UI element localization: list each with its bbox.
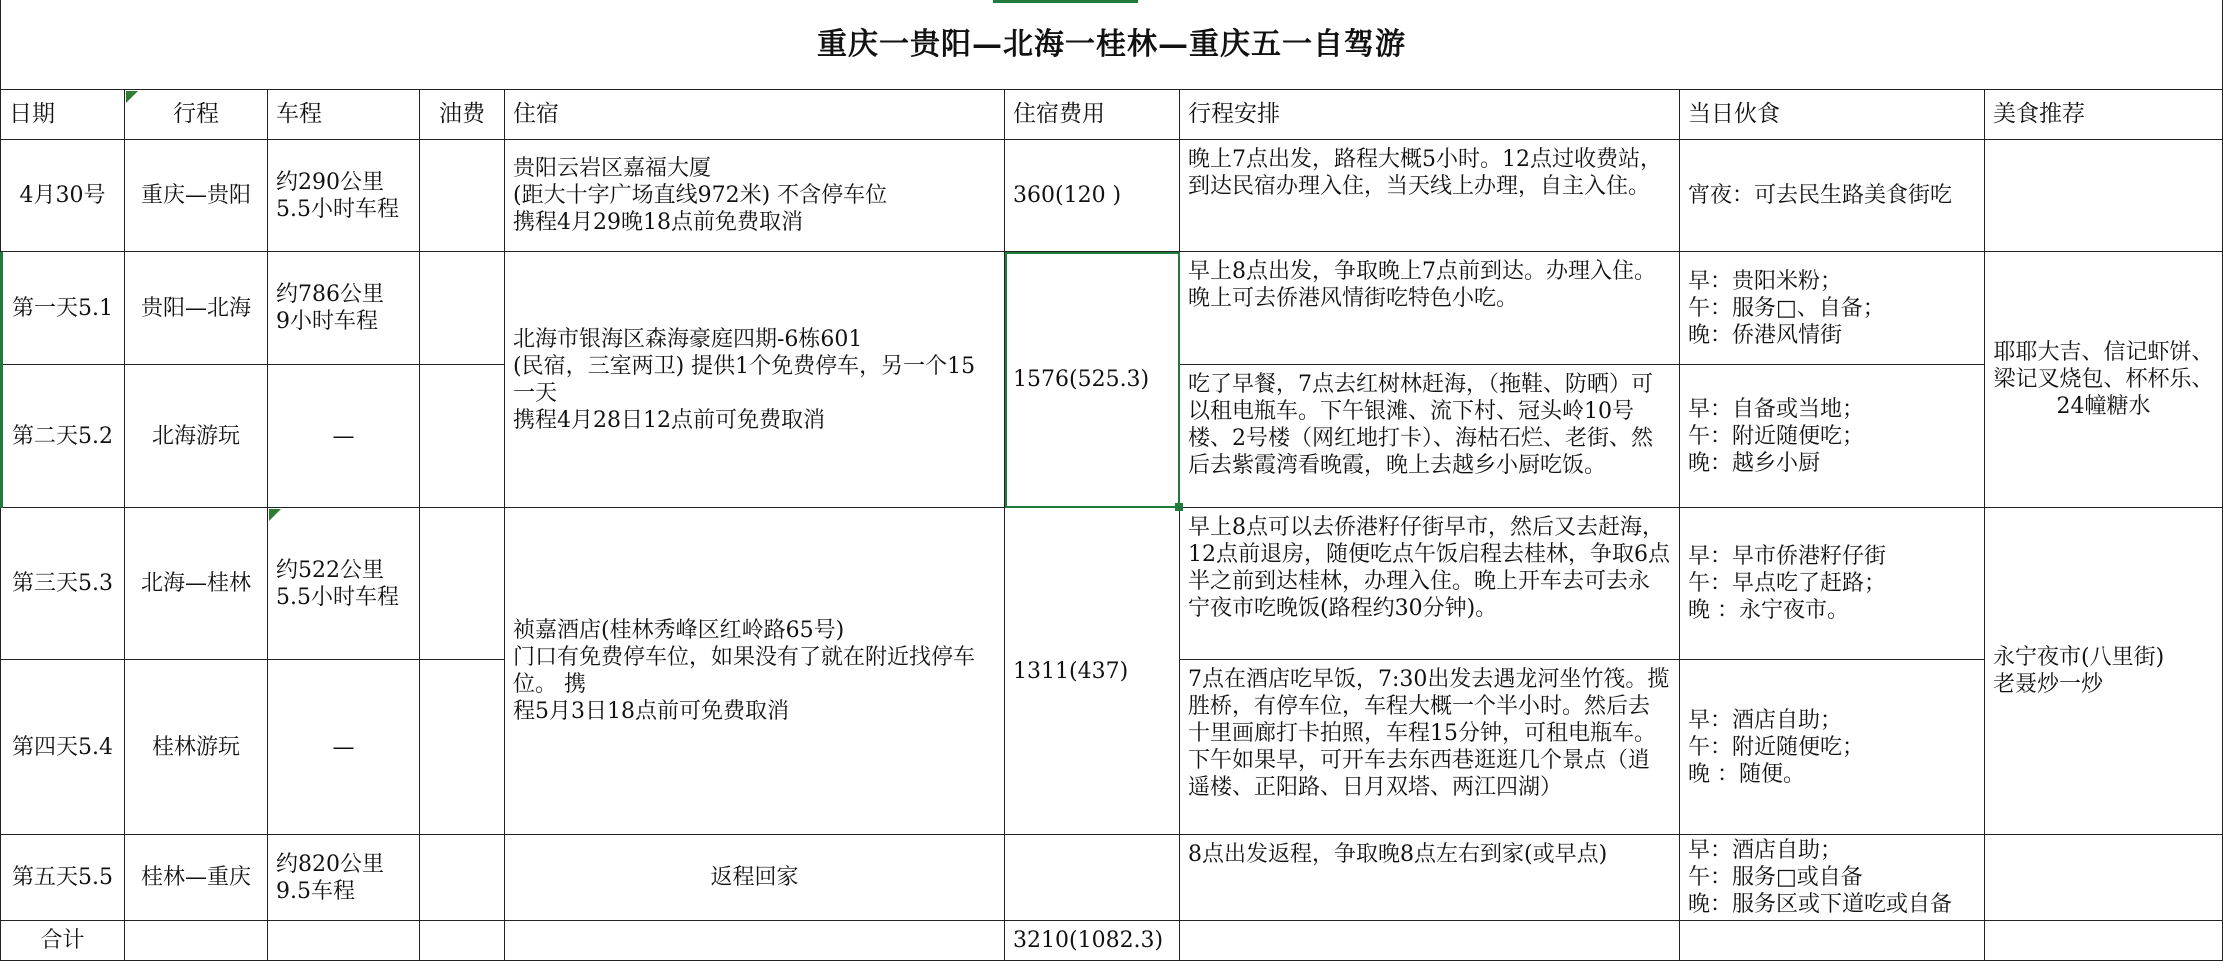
cell-route[interactable]: 贵阳—北海 xyxy=(125,252,268,365)
cell-lodging[interactable]: 北海市银海区森海豪庭四期-6栋601 (民宿，三室两卫) 提供1个免费停车，另一个15一天 携程4月28日12点前可免费取消 xyxy=(505,252,1005,508)
header-lodging[interactable]: 住宿 xyxy=(505,90,1005,140)
total-empty-cell[interactable] xyxy=(125,921,268,961)
cell-fuel[interactable] xyxy=(420,835,505,921)
cell-date[interactable]: 第三天5.3 xyxy=(0,508,125,660)
header-distance[interactable]: 车程 xyxy=(268,90,420,140)
cell-fuel[interactable] xyxy=(420,365,505,508)
total-empty-cell[interactable] xyxy=(1180,921,1680,961)
cell-schedule[interactable]: 早上8点出发，争取晚上7点前到达。办理入住。晚上可去侨港风情街吃特色小吃。 xyxy=(1180,252,1680,365)
cell-comment-indicator xyxy=(269,509,281,521)
header-meals[interactable]: 当日伙食 xyxy=(1680,90,1985,140)
cell-distance[interactable]: 约786公里 9小时车程 xyxy=(268,252,420,365)
cell-lodging[interactable]: 返程回家 xyxy=(505,835,1005,921)
cell-lodging-cost[interactable]: 1576(525.3) xyxy=(1005,252,1180,508)
cell-schedule[interactable]: 7点在酒店吃早饭，7:30出发去遇龙河坐竹筏。揽胜桥，有停车位，车程大概一个半小时。然后去十里画廊打卡拍照，车程15分钟，可租电瓶车。下午如果早，可开车去东西巷逛逛几个景点（逍遥楼、正阳路、日月双塔、两江四湖） xyxy=(1180,660,1680,835)
cell-comment-indicator xyxy=(126,91,138,103)
cell-fuel[interactable] xyxy=(420,140,505,252)
cell-distance[interactable]: — xyxy=(268,660,420,835)
total-empty-cell[interactable] xyxy=(420,921,505,961)
cell-lodging-cost[interactable]: 1311(437) xyxy=(1005,508,1180,835)
cell-food-rec[interactable]: 永宁夜市(八里街) 老聂炒一炒 xyxy=(1985,508,2223,835)
cell-food-rec[interactable] xyxy=(1985,835,2223,921)
selection-fill-handle[interactable] xyxy=(1175,503,1183,511)
cell-schedule[interactable]: 8点出发返程，争取晚8点左右到家(或早点) xyxy=(1180,835,1680,921)
cell-meals[interactable]: 宵夜：可去民生路美食街吃 xyxy=(1680,140,1985,252)
cell-schedule[interactable]: 吃了早餐，7点去红树林赶海，（拖鞋、防晒）可以租电瓶车。下午银滩、流下村、冠头岭10号楼、2号楼（网红地打卡）、海枯石烂、老街、然后去紫霞湾看晚霞，晚上去越乡小厨吃饭。 xyxy=(1180,365,1680,508)
total-lodging-cost[interactable]: 3210(1082.3) xyxy=(1005,921,1180,961)
cell-route[interactable]: 北海游玩 xyxy=(125,365,268,508)
cell-meals[interactable]: 早：自备或当地； 午：附近随便吃； 晚：越乡小厨 xyxy=(1680,365,1985,508)
cell-lodging[interactable]: 贵阳云岩区嘉福大厦 (距大十字广场直线972米) 不含停车位 携程4月29晚18点前免费取消 xyxy=(505,140,1005,252)
cell-distance[interactable]: — xyxy=(268,365,420,508)
header-date[interactable]: 日期 xyxy=(0,90,125,140)
header-route[interactable]: 行程 xyxy=(125,90,268,140)
cell-route[interactable]: 北海—桂林 xyxy=(125,508,268,660)
total-empty-cell[interactable] xyxy=(1985,921,2223,961)
cell-food-rec[interactable] xyxy=(1985,140,2223,252)
total-empty-cell[interactable] xyxy=(505,921,1005,961)
cell-fuel[interactable] xyxy=(420,252,505,365)
cell-lodging[interactable]: 祯嘉酒店(桂林秀峰区红岭路65号) 门口有免费停车位，如果没有了就在附近找停车位。 携 程5月3日18点前可免费取消 xyxy=(505,508,1005,835)
cell-distance[interactable]: 约522公里 5.5小时车程 xyxy=(268,508,420,660)
sheet-title[interactable]: 重庆一贵阳—北海一桂林—重庆五一自驾游 xyxy=(0,0,2223,90)
cell-date[interactable]: 第二天5.2 xyxy=(0,365,125,508)
cell-lodging-cost[interactable] xyxy=(1005,835,1180,921)
row-selection-indicator xyxy=(0,252,3,508)
cell-date[interactable]: 第四天5.4 xyxy=(0,660,125,835)
cell-date[interactable]: 第一天5.1 xyxy=(0,252,125,365)
cell-meals[interactable]: 早：酒店自助； 午：附近随便吃； 晚 ：随便。 xyxy=(1680,660,1985,835)
header-fuel[interactable]: 油费 xyxy=(420,90,505,140)
cell-food-rec[interactable]: 耶耶大吉、信记虾饼、梁记叉烧包、杯杯乐、24幢糖水 xyxy=(1985,252,2223,508)
column-selection-indicator xyxy=(993,0,1138,3)
cell-route[interactable]: 重庆—贵阳 xyxy=(125,140,268,252)
cell-route[interactable]: 桂林游玩 xyxy=(125,660,268,835)
cell-meals[interactable]: 早：贵阳米粉； 午：服务□、自备； 晚：侨港风情街 xyxy=(1680,252,1985,365)
cell-distance[interactable]: 约820公里 9.5车程 xyxy=(268,835,420,921)
header-schedule[interactable]: 行程安排 xyxy=(1180,90,1680,140)
cell-route[interactable]: 桂林—重庆 xyxy=(125,835,268,921)
header-lodging-cost[interactable]: 住宿费用 xyxy=(1005,90,1180,140)
cell-date[interactable]: 4月30号 xyxy=(0,140,125,252)
cell-date[interactable]: 第五天5.5 xyxy=(0,835,125,921)
cell-meals[interactable]: 早：酒店自助； 午：服务□或自备 晚：服务区或下道吃或自备 xyxy=(1680,835,1985,921)
cell-distance[interactable]: 约290公里 5.5小时车程 xyxy=(268,140,420,252)
cell-fuel[interactable] xyxy=(420,508,505,660)
total-label[interactable]: 合计 xyxy=(0,921,125,961)
total-empty-cell[interactable] xyxy=(268,921,420,961)
header-food-rec[interactable]: 美食推荐 xyxy=(1985,90,2223,140)
total-empty-cell[interactable] xyxy=(1680,921,1985,961)
cell-schedule[interactable]: 晚上7点出发，路程大概5小时。12点过收费站，到达民宿办理入住，当天线上办理，自主入住。 xyxy=(1180,140,1680,252)
cell-meals[interactable]: 早：早市侨港籽仔街 午：早点吃了赶路； 晚 ：永宁夜市。 xyxy=(1680,508,1985,660)
cell-lodging-cost[interactable]: 360(120 ) xyxy=(1005,140,1180,252)
cell-schedule[interactable]: 早上8点可以去侨港籽仔街早市，然后又去赶海，12点前退房，随便吃点午饭启程去桂林，争取6点半之前到达桂林，办理入住。晚上开车去可去永宁夜市吃晚饭(路程约30分钟)。 xyxy=(1180,508,1680,660)
cell-fuel[interactable] xyxy=(420,660,505,835)
